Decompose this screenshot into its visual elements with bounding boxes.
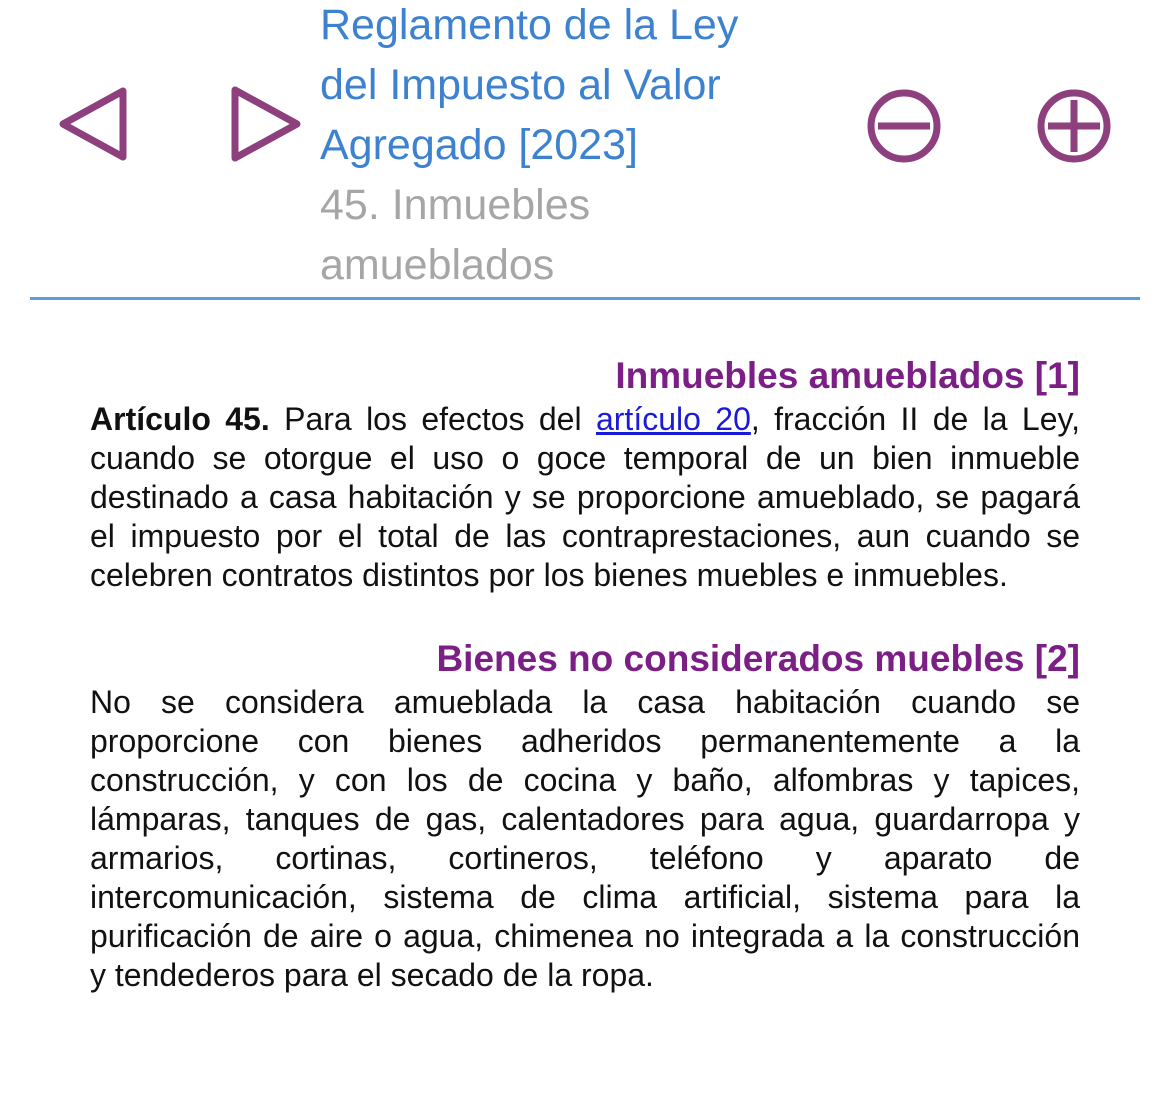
article-20-link[interactable]: artículo 20	[595, 401, 751, 437]
circle-minus-icon	[864, 86, 944, 166]
article-paragraph-2: No se considera amueblada la casa habitación cuando se proporcione con bienes adheridos permanentemente a la construcción, y con los de cocina y baño, alfombras y tapices, lámparas, tanques de gas, calentadores para agua, guardarropa y armarios, cortinas, cortineros, teléfono y aparato de intercomunicación, sistema de clima artificial, sistema para la purificación de aire o agua, chimenea no integrada a la construcción y tendederos para el secado de la ropa.	[90, 684, 1080, 993]
document-title-line-3: Agregado [2023]	[320, 121, 638, 169]
document-title-line-1: Reglamento de la Ley	[320, 1, 739, 49]
paragraph-text: Para los efectos del	[269, 401, 596, 437]
article-content	[90, 352, 1080, 995]
document-title-line-2: del Impuesto al Valor	[320, 61, 721, 109]
paragraph-text: , fracción II de la Ley, cuando se otorgue el uso o goce temporal de un bien inmueble destinado a casa habitación y se proporcione amueblado, se pagará el impuesto por el total de las contraprestaciones, aun cuando se celebren contratos distintos por los bienes muebles e inmuebles.	[90, 401, 1081, 593]
title-block	[320, 0, 840, 295]
spacer	[90, 595, 1080, 635]
triangle-right-icon	[225, 82, 305, 167]
section-heading-1: Inmuebles amueblados [1]	[615, 355, 1080, 396]
header-divider	[30, 297, 1140, 300]
zoom-out-button[interactable]	[864, 86, 944, 166]
article-label: Artículo 45.	[90, 401, 270, 437]
previous-button[interactable]	[55, 85, 130, 165]
circle-plus-icon	[1034, 86, 1114, 166]
zoom-in-button[interactable]	[1034, 86, 1114, 166]
triangle-left-icon	[55, 85, 130, 165]
section-heading-2: Bienes no considerados muebles [2]	[436, 638, 1080, 679]
next-button[interactable]	[225, 82, 305, 167]
section-subtitle-line-2: amueblados	[320, 241, 555, 289]
article-paragraph-1	[90, 400, 1080, 595]
section-subtitle-line-1: 45. Inmuebles	[320, 181, 591, 229]
header	[0, 0, 1170, 300]
